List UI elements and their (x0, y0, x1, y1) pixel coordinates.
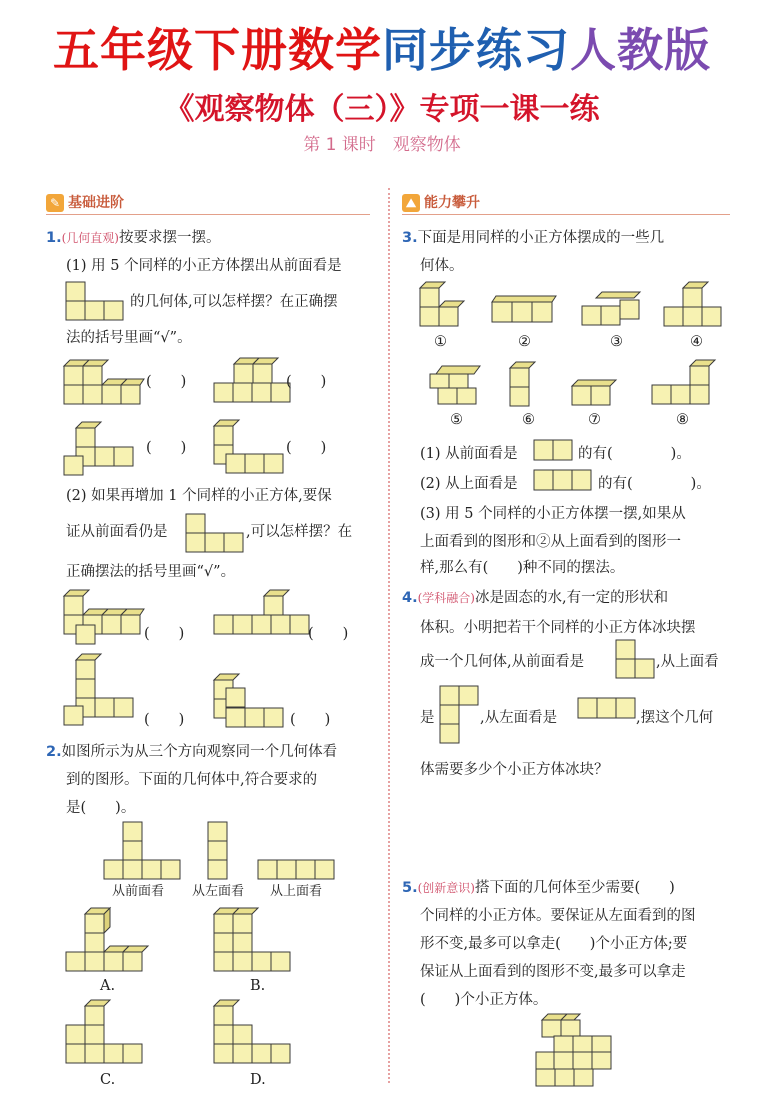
q1-p2-line2a: 证从前面看仍是 (66, 524, 168, 540)
q1-option-figure-7 (64, 654, 146, 728)
q2-option-a-label[interactable]: A. (100, 978, 116, 994)
q3-sub3-line3[interactable]: 样,那么有( )种不同的摆法。 (420, 560, 625, 576)
q1-p1-line3: 法的括号里画“√”。 (66, 330, 192, 346)
pencil-icon: ✎ (46, 194, 64, 212)
q3-solid-5 (430, 364, 480, 408)
q5-line2: 个同样的小正方体。要保证从左面看到的图 (420, 908, 696, 924)
q1-answer-paren-5[interactable]: ( ) (144, 626, 185, 642)
q2-view-label-left: 从左面看 (192, 884, 245, 899)
q3-sub1-a: (1) 从前面看是 (420, 446, 518, 462)
q1-answer-paren-6[interactable]: ( ) (308, 626, 349, 642)
q3-solid-7 (572, 380, 622, 410)
q3-sub3-line1: (3) 用 5 个同样的小正方体摆一摆,如果从 (420, 506, 686, 522)
title-part-3: 人教版 (570, 23, 711, 77)
q1-option-figure-6 (214, 590, 314, 646)
q5-line4: 保证从上面看到的图形不变,最多可以拿走 (420, 964, 686, 980)
page-title (0, 14, 764, 80)
q2-view-label-front: 从前面看 (112, 884, 165, 899)
q1-answer-paren-8[interactable]: ( ) (290, 712, 331, 728)
q2-option-c-label[interactable]: C. (100, 1072, 116, 1088)
climb-icon: ⛰ (402, 194, 420, 212)
q3-label-5: ⑤ (450, 412, 463, 428)
q1-heading: 1.(几何直观)按要求摆一摆。 (46, 230, 221, 246)
q1-answer-paren-2[interactable]: ( ) (286, 374, 327, 390)
q3-solid-1 (420, 282, 470, 330)
q2-line1: 2.如图所示为从三个方向观察同一个几何体看 (46, 744, 338, 760)
q3-label-4: ④ (690, 334, 703, 350)
q4-line4b: ,从左面看是 (480, 710, 558, 726)
title-part-2: 同步练习 (382, 23, 570, 77)
q1-answer-paren-4[interactable]: ( ) (286, 440, 327, 456)
q2-option-b-label[interactable]: B. (250, 978, 266, 994)
q4-line3a: 成一个几何体,从前面看是 (420, 654, 585, 670)
q3-label-1: ① (434, 334, 447, 350)
q1-answer-paren-7[interactable]: ( ) (144, 712, 185, 728)
q2-line3: 是( )。 (66, 800, 136, 816)
q4-top-view-figure (440, 686, 482, 748)
q1-option-figure-8 (214, 674, 296, 730)
q3-line2: 何体。 (420, 258, 464, 274)
q4-line2: 体积。小明把若干个同样的小正方体冰块摆 (420, 620, 696, 636)
q1-option-figure-3 (64, 422, 144, 476)
q3-solid-6 (510, 362, 540, 410)
q4-left-view-figure (578, 698, 640, 722)
q2-option-a-figure (66, 908, 158, 974)
q2-option-d-figure (214, 1000, 306, 1068)
q2-option-c-figure (66, 1000, 158, 1068)
q1-front-view-figure (66, 282, 126, 320)
page-subtitle: 《观察物体（三）》专项一课一练 (164, 92, 600, 127)
q3-label-2: ② (518, 334, 531, 350)
q2-top-view (258, 860, 338, 880)
q1-answer-paren-1[interactable]: ( ) (146, 374, 187, 390)
q3-sub2-a: (2) 从上面看是 (420, 476, 518, 492)
column-divider (388, 188, 390, 1083)
q4-line4c: ,摆这个几何 (636, 710, 714, 726)
q2-option-b-figure (214, 908, 306, 974)
q1-p2-line3: 正确摆法的括号里画“√”。 (66, 564, 236, 580)
section-basic: ✎ 基础进阶 (46, 192, 370, 214)
q3-solid-8 (652, 360, 722, 410)
q1-p1-line2: 的几何体,可以怎样摆？在正确摆 (130, 294, 338, 310)
q3-label-7: ⑦ (588, 412, 601, 428)
q3-label-3: ③ (610, 334, 623, 350)
q3-label-6: ⑥ (522, 412, 535, 428)
q5-solid-figure (536, 1014, 616, 1088)
q5-line3[interactable]: 形不变,最多可以拿走( )个小正方体;要 (420, 936, 688, 952)
q3-solid-4 (664, 282, 724, 332)
q1-option-figure-4 (214, 420, 294, 476)
q4-line3b: ,从上面看 (656, 654, 719, 670)
q3-sub2-view-figure (534, 470, 596, 494)
q3-line1: 3.下面是用同样的小正方体摆成的一些几 (402, 230, 665, 246)
q4-front-view-figure (616, 640, 658, 680)
q4-line1: 4.(学科融合)冰是固态的水,有一定的形状和 (402, 590, 669, 606)
q1-option-figure-2 (214, 358, 294, 408)
q1-option-figure-5 (64, 590, 146, 646)
q2-line2: 到的图形。下面的几何体中,符合要求的 (66, 772, 318, 788)
q1-answer-paren-3[interactable]: ( ) (146, 440, 187, 456)
q5-line1[interactable]: 5.(创新意识)搭下面的几何体至少需要( ) (402, 880, 675, 896)
q1-p2-line2b: ,可以怎样摆？在 (246, 524, 353, 540)
q3-label-8: ⑧ (676, 412, 689, 428)
q3-solid-2 (492, 296, 558, 330)
q4-line5: 体需要多少个小正方体冰块？ (420, 762, 609, 778)
q3-solid-3 (582, 292, 642, 330)
q3-sub2-b[interactable]: 的有( )。 (598, 476, 711, 492)
q3-sub1-view-figure (534, 440, 576, 464)
section-advanced: ⛰ 能力攀升 (402, 192, 730, 214)
q1-p1-line1: (1) 用 5 个同样的小正方体摆出从前面看是 (66, 258, 342, 274)
q5-line5[interactable]: ( )个小正方体。 (420, 992, 548, 1008)
q2-option-d-label[interactable]: D. (250, 1072, 266, 1088)
q3-sub1-b[interactable]: 的有( )。 (578, 446, 691, 462)
title-part-1: 五年级下册数学 (53, 23, 382, 77)
q1-front-view-figure-2 (186, 514, 246, 552)
q2-left-view (208, 822, 230, 880)
q4-line4a: 是 (420, 710, 435, 726)
q3-sub3-line2: 上面看到的图形和②从上面看到的图形一 (420, 534, 681, 550)
q1-p2-line1: (2) 如果再增加 1 个同样的小正方体,要保 (66, 488, 332, 504)
q2-view-label-top: 从上面看 (270, 884, 323, 899)
q2-front-view (104, 822, 182, 880)
lesson-title: 第 1 课时 观察物体 (303, 135, 461, 155)
q1-option-figure-1 (64, 360, 144, 408)
